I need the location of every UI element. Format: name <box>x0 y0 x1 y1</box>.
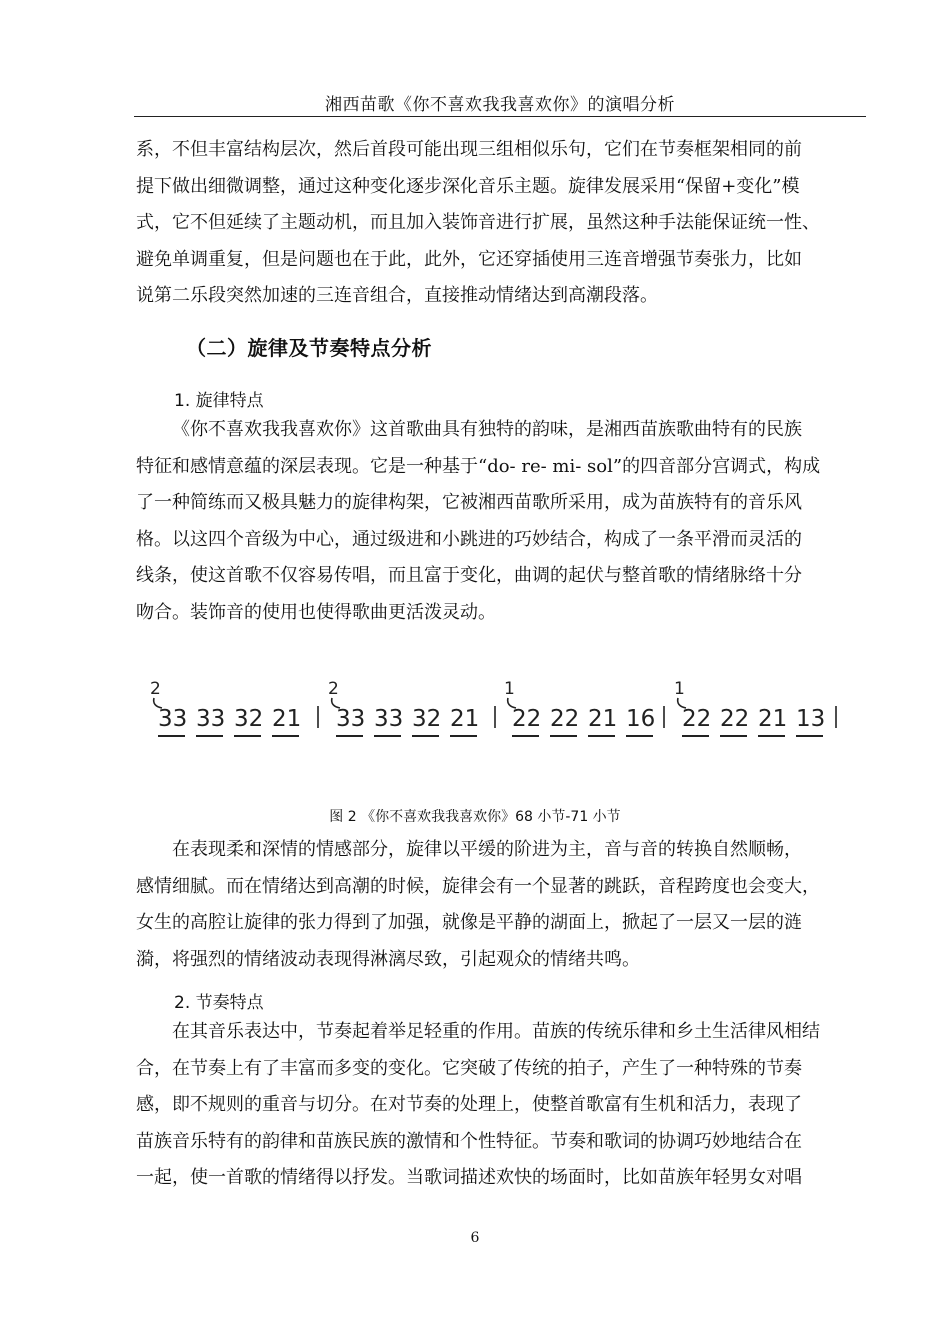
note-pair: 32 <box>234 706 264 732</box>
text-line: 式，它不但延续了主题动机，而且加入装饰音进行扩展，虽然这种手法能保证统一性、 <box>136 212 820 234</box>
note-pair: 16 <box>626 706 656 732</box>
grace-note: 1 <box>504 679 515 699</box>
text-line: 在其音乐表达中，节奏起着举足轻重的作用。苗族的传统乐律和乡土生活律风相结 <box>172 1021 820 1042</box>
figure-caption: 图 2 《你不喜欢我我喜欢你》68 小节-71 小节 <box>329 809 621 825</box>
text-line: 漪，将强烈的情绪波动表现得淋漓尽致，引起观众的情绪共鸣。 <box>136 948 640 970</box>
text-line: 苗族音乐特有的韵律和苗族民族的激情和个性特征。节奏和歌词的协调巧妙地结合在 <box>136 1130 802 1152</box>
note-pair: 32 <box>412 706 442 732</box>
text-line: 感，即不规则的重音与切分。在对节奏的处理上，使整首歌富有生机和活力，表现了 <box>136 1094 802 1116</box>
text-line: 一起，使一首歌的情绪得以抒发。当歌词描述欢快的场面时，比如苗族年轻男女对唱 <box>136 1167 802 1189</box>
page-number: 6 <box>470 1230 480 1246</box>
paragraph-1 <box>136 132 864 315</box>
note-pair: 22 <box>550 706 580 732</box>
note-pair: 33 <box>196 706 226 732</box>
paragraph-3 <box>136 832 864 978</box>
section-heading: （二）旋律及节奏特点分析 <box>186 336 432 360</box>
note-pair: 33 <box>374 706 404 732</box>
text-line: 特征和感情意蕴的深层表现。它是一种基于“do- re- mi- sol”的四音部分宫调式，构成 <box>136 455 821 477</box>
paragraph-4 <box>136 1014 864 1197</box>
text-line: 感情细腻。而在情绪达到高潮的时候，旋律会有一个显著的跳跃，音程跨度也会变大， <box>136 875 820 897</box>
note-pair: 33 <box>336 706 366 732</box>
note-pair: 13 <box>796 706 826 732</box>
note-pair: 21 <box>450 706 480 732</box>
note-pair: 21 <box>272 706 302 732</box>
text-line: 格。以这四个音级为中心，通过级进和小跳进的巧妙结合，构成了一条平滑而灵活的 <box>136 528 802 550</box>
grace-note: 2 <box>328 679 339 699</box>
note-pair: 33 <box>158 706 188 732</box>
note-pair: 22 <box>512 706 542 732</box>
text-line: 合，在节奏上有了丰富而多变的变化。它突破了传统的拍子，产生了一种特殊的节奏 <box>136 1057 802 1079</box>
text-line: 《你不喜欢我我喜欢你》这首歌曲具有独特的韵味，是湘西苗族歌曲特有的民族 <box>172 419 802 440</box>
text-line: 女生的高腔让旋律的张力得到了加强，就像是平静的湖面上，掀起了一层又一层的涟 <box>136 912 802 934</box>
header-title: 湘西苗歌《你不喜欢我我喜欢你》的演唱分析 <box>325 95 675 115</box>
grace-note: 2 <box>150 679 161 699</box>
subheading-rhythm: 2. 节奏特点 <box>174 993 264 1013</box>
text-line: 吻合。装饰音的使用也使得歌曲更活泼灵动。 <box>136 601 496 623</box>
text-line: 线条，使这首歌不仅容易传唱，而且富于变化，曲调的起伏与整首歌的情绪脉络十分 <box>136 565 802 587</box>
note-pair: 22 <box>720 706 750 732</box>
page-header <box>134 86 866 117</box>
text-line: 系，不但丰富结构层次，然后首段可能出现三组相似乐句，它们在节奏框架相同的前 <box>136 139 802 160</box>
text-line: 提下做出细微调整，通过这种变化逐步深化音乐主题。旋律发展采用“保留+变化”模 <box>136 175 800 197</box>
subheading-melody: 1. 旋律特点 <box>174 391 264 411</box>
note-pair: 21 <box>758 706 788 732</box>
paragraph-2 <box>136 412 864 632</box>
text-line: 避免单调重复，但是问题也在于此，此外，它还穿插使用三连音增强节奏张力，比如 <box>136 248 802 270</box>
text-line: 在表现柔和深情的情感部分，旋律以平缓的阶进为主，音与音的转换自然顺畅， <box>172 839 802 860</box>
text-line: 了一种简练而又极具魅力的旋律构架，它被湘西苗歌所采用，成为苗族特有的音乐风 <box>136 492 802 514</box>
note-pair: 21 <box>588 706 618 732</box>
grace-note: 1 <box>674 679 685 699</box>
jianpu-score-figure <box>140 672 850 752</box>
note-pair: 22 <box>682 706 712 732</box>
text-line: 说第二乐段突然加速的三连音组合，直接推动情绪达到高潮段落。 <box>136 285 658 307</box>
